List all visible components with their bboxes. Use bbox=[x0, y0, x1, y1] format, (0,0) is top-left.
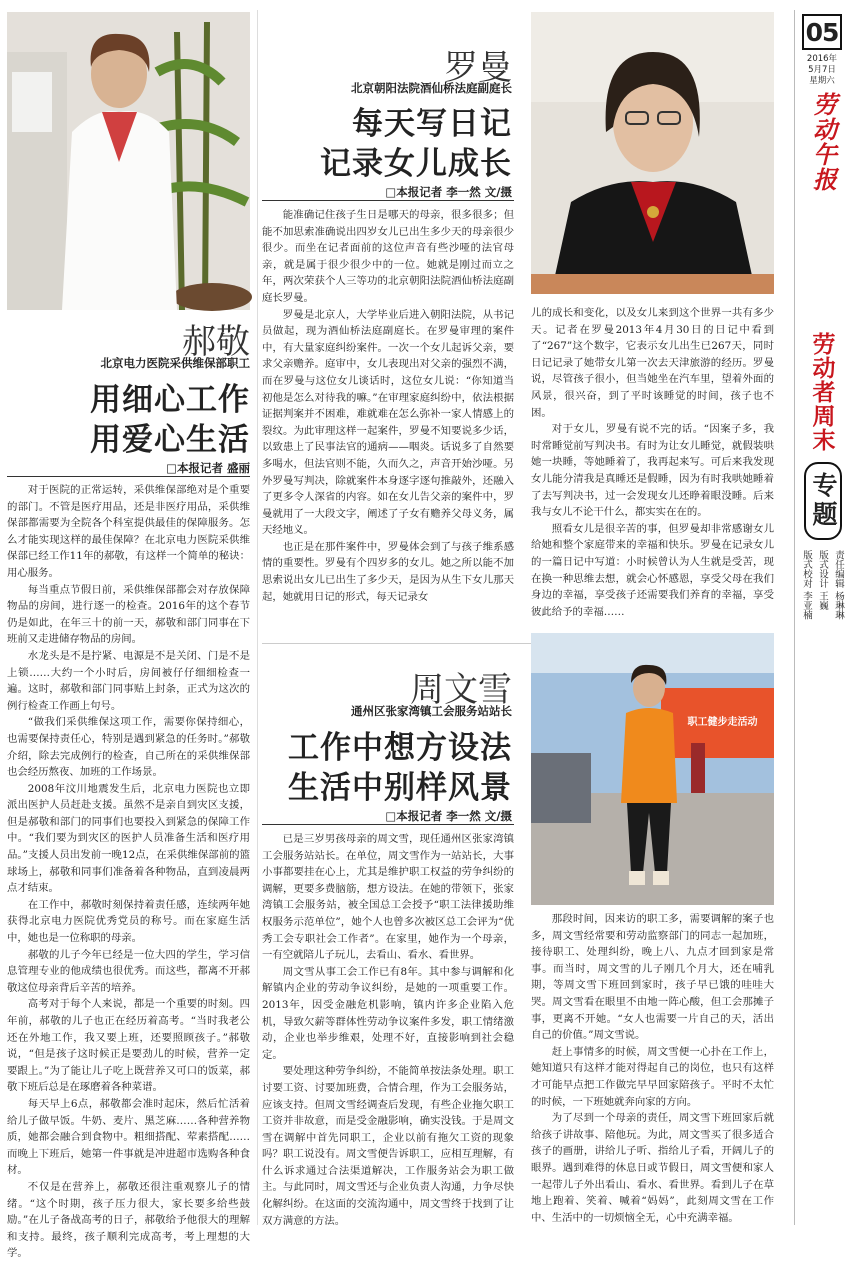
credit-editor: 责任编辑 杨琳琳 bbox=[833, 550, 844, 620]
page-number-box bbox=[802, 14, 842, 50]
luo-col2-para-3: 照看女儿是很辛苦的事，但罗曼却非常感谢女儿给她和整个家庭带来的幸福和快乐。罗曼在记录女儿的一篇日记中写道：小时候曾认为人生就是受苦，现在换一种思维去想，就会心怀感恩，享受父母在我们身边的幸福，享受孩子还需要我们养育的幸福，享受彼此给予的幸福…… bbox=[531, 522, 774, 618]
credit-design: 版式设计 王巍 bbox=[817, 550, 828, 611]
zhou-body-col2 bbox=[531, 911, 774, 1227]
zhou-headline-1: 工作中想方设法 bbox=[288, 730, 512, 766]
zhou-col2-para-2: 赶上事情多的时候，周文雪便一心扑在工作上，她知道只有这样才能对得起自己的岗位，也只有这样才可能早点把工作做完早早回家陪孩子。平时不太忙的时候，一下班她就奔向家的方向。 bbox=[531, 1045, 774, 1108]
hao-para-3: 水龙头是不是拧紧、电源是不是关闭、门是不是上锁……大约一个小时后，房间被仔仔细细检查一遍。这时，郝敬和部门同事贴上封条，正式为这次的例行检查工作画上句号。 bbox=[7, 649, 250, 712]
hao-para-9: 每天早上6点，郝敬都会准时起床，然后忙活着给儿子做早饭。牛奶、麦片、黑芝麻……各种营养物质，她都会融合到食物中。粗细搭配、荤素搭配……而晚上下班后，她第一件事就是冲进超市选购各种食材。 bbox=[7, 1097, 250, 1177]
zhou-col1-para-3: 要处理这种劳争纠纷，不能简单按法条处理。职工讨要工资、讨要加班费，合情合理，作为工会服务站，应该支持。但周文雪经调查后发现，有些企业拖欠职工工资并非故意，而是受金融影响，确实没钱。于是周文雪在调解中首先同职工，企业以前有拖欠工资的现象吗？职工说没有。周文雪便告诉职工，应相互理解，有什么诉求通过合法渠道解决，工作服务站会为职工做主。与此同时，周文雪还与企业负责人沟通，力争尽快化解纠纷。在这面的交流沟通中，周文雪终于找到了让双方满意的方法。 bbox=[262, 1065, 514, 1227]
zhou-col1-para-1: 已是三岁男孩母亲的周文雪，现任通州区张家湾镇工会服务站站长。在单位，周文雪作为一站站长，大事小事都要挂在心上，尤其是维护职工权益的劳争纠纷的调解，更要多费脑筋，想方设法。在她的带领下，张家湾镇工会服务站，被全国总工会授予“职工法律援助维权服务示范单位”，她个人也曾多次被区总工会评为“优秀工会专职社会工作者”。在家里，她作为一个母亲，一有空就陪儿子玩儿，去看山、看水、看世界。 bbox=[262, 833, 514, 962]
zhou-byline-rule bbox=[262, 824, 514, 825]
luo-headline-2: 记录女儿成长 bbox=[320, 146, 512, 182]
luo-headline bbox=[265, 104, 512, 184]
hao-para-4: “做我们采供维保这项工作，需要你保持细心，也需要保持责任心，特别是遇到紧急的任务时。”郝敬介绍，除去完成例行的检查，自己所在的采供维保部也会经历熬夜、加班的工作场景。 bbox=[7, 716, 250, 779]
credits bbox=[800, 550, 844, 690]
luo-col2-para-2: 对于女儿，罗曼有说不完的话。“因案子多，我时常睡觉前写判决书。有时为让女儿睡觉，就假装哄她一块睡，等她睡着了，我再起来写。可后来我发现女儿能分清我是真睡还是假睡，因为有时我哄她睡着了去写判决书，过一会发现女儿还睁着眼没睡。后来我与女儿不论干什么，都实实在在的。 bbox=[531, 423, 774, 519]
issue-day: 5月7日 bbox=[808, 65, 836, 75]
hao-para-7: 郝敬的儿子今年已经是一位大四的学生，学习信息管理专业的他成绩也很优秀。而这些，都离不开郝敬这位母亲背后辛苦的培养。 bbox=[7, 948, 250, 994]
luo-photo-image bbox=[531, 12, 774, 294]
zhou-col2-para-3: 为了尽到一个母亲的责任，周文雪下班回家后就给孩子讲故事、陪他玩。为此，周文雪买了很多适合孩子的画册，讲给儿子听、指给儿子看，开阔儿子的眼界。遇到难得的休息日或节假日，周文雪便和家人一起带儿子外出看山、看水、看世界。看到儿子在草地上跑着、笑着、喊着“妈妈”，此刻周文雪在工作中、生活中的一切烦恼全无，心中充满幸福。 bbox=[531, 1112, 774, 1224]
luo-col1-para-3: 也正是在那件案件中，罗曼体会到了与孩子维系感情的重要性。罗曼有个四岁多的女儿。她之所以能不加思索说出女儿已出生了多少天，是因为从生下女儿那天起，她就用日记的形式，每天记录女 bbox=[262, 540, 514, 603]
section-title bbox=[800, 332, 844, 457]
zhou-headline-2: 生活中别样风景 bbox=[288, 770, 512, 806]
hao-photo-image bbox=[7, 12, 250, 310]
hao-headline-2: 用爱心生活 bbox=[90, 422, 250, 458]
issue-year: 2016年 bbox=[806, 54, 838, 64]
credit-proof: 版式校对 李亚楠 bbox=[801, 550, 812, 620]
hao-photo bbox=[7, 12, 250, 310]
hao-role: 北京电力医院采供维保部职工 bbox=[100, 356, 250, 370]
page-number: 05 bbox=[805, 17, 839, 47]
issue-weekday: 星期六 bbox=[809, 76, 835, 86]
zhou-col1-para-2: 周文雪从事工会工作已有8年。其中参与调解和化解镇内企业的劳动争议纠纷，是她的一项重要工作。2013年，因受金融危机影响，镇内许多企业陷入危机，导致欠薪等群体性劳动争议案件多发，职工情绪激动，企业也举步维艰，处理不好，直接影响到社会稳定。 bbox=[262, 965, 514, 1061]
zhou-role: 通州区张家湾镇工会服务站站长 bbox=[351, 704, 512, 718]
zhou-body-col1 bbox=[262, 831, 514, 1227]
luo-photo bbox=[531, 12, 774, 294]
luo-col1-para-1: 能准确记住孩子生日是哪天的母亲，很多很多；但能不加思索准确说出四岁女儿已出生多少天的母亲很少很少。而坐在记者面前的这位声音有些沙哑的法官母亲，就是属于很少很少中的一位。她就是刚过而立之年，两次荣获个人三等功的北京朝阳法院酒仙桥法庭副庭长罗曼。 bbox=[262, 209, 514, 304]
hao-para-1: 对于医院的正常运转，采供维保部绝对是个重要的部门。不管是医疗用品，还是非医疗用品，采供维保部都需要为全院各个科室提供最佳的保障服务。怎么才能实现这样的最佳保障？在北京电力医院采供维保部已经工作11年的郝敬，有这样一个简单的秘诀：用心服务。 bbox=[7, 484, 250, 579]
zhou-headline bbox=[262, 728, 512, 808]
topic-box bbox=[804, 462, 842, 540]
hao-headline-1: 用细心工作 bbox=[90, 382, 250, 418]
luo-byline: □本报记者 李一然 文/摄 bbox=[385, 185, 512, 199]
zhou-photo-image bbox=[531, 633, 774, 905]
luo-body-col1 bbox=[262, 207, 514, 603]
luo-col1-para-2: 罗曼是北京人，大学毕业后进入朝阳法院，从书记员做起，现为酒仙桥法庭副庭长。在罗曼审理的案件中，有大量家庭纠纷案件。一次一个女儿起诉父亲，要求父亲赡养。庭审中，女儿表现出对父亲的强烈不满，而在罗曼与这位女儿谈话时，这位女儿说：“你知道当初他是怎么对待我的嘛。”在审理家庭纠纷中，依法根据证据判案并不困难，难就难在怎么弥补一家人情感上的裂纹。为此审理这样一起案件，罗曼不知要说多少话，以致患上了民事法官的通病——咽炎。话说多了自然要多喝水，但法官则不能，久而久之，声音开始沙哑。另外罗曼写判决，除就案件本身逐字逐句推敲外，还融入了更多令人深省的内容。如在女儿告父亲的案件中，罗曼就用了一大段文字，阐述了子女有赡养父母义务，属天经地义。 bbox=[262, 308, 514, 537]
sidebar-divider bbox=[794, 10, 795, 1225]
zhou-photo-banner: 职工健步走活动 bbox=[687, 717, 758, 728]
column-divider-left bbox=[257, 10, 258, 1225]
zhou-photo bbox=[531, 633, 774, 905]
zhou-name: 周文雪 bbox=[410, 670, 512, 710]
zhou-col2-para-1: 那段时间，因来访的职工多，需要调解的案子也多，周文雪经常要和劳动监察部门的同志一起加班，接待职工、处理纠纷，晚上八、九点才回到家是常事。而当时，周文雪的儿子刚几个月大，还在哺乳期，等周文雪下班回到家时，孩子早已饿的哇哇大哭。周文雪看在眼里不由地一阵心酸，但工会那摊子事，更离不开她。“女人也需要一片自己的天，活出自己的价值。”周文雪说。 bbox=[531, 913, 774, 1042]
masthead-text: 劳动午报 bbox=[808, 92, 838, 192]
hao-para-2: 每当重点节假日前，采供维保部都会对存放保障物品的房间，进行逐一的检查。2016年的这个春节仍是如此，在年三十的前一天，郝敬和部门同事在下班前又走进储存物品的房间。 bbox=[7, 583, 250, 646]
section-title-text: 劳动者周末 bbox=[808, 332, 835, 452]
hao-byline-rule bbox=[7, 476, 250, 477]
hao-body bbox=[7, 482, 250, 1260]
luo-body-col2 bbox=[531, 305, 774, 637]
hao-byline: □本报记者 盛丽 bbox=[166, 461, 250, 475]
luo-col2-para-1: 儿的成长和变化，以及女儿来到这个世界一共有多少天。记者在罗曼2013年4月30日的日记中看到了“267”这个数字，它表示女儿出生已267天，同时日记记录了她带女儿第一次去天津旅游的经历。罗曼说，尽管孩子很小，但当她坐在汽车里，望着外面的风景，很兴奋，到了平时该睡觉的时间，孩子也不困。 bbox=[531, 307, 774, 419]
hao-para-6: 在工作中，郝敬时刻保持着责任感，连续两年她获得北京电力医院优秀党员的称号。而在家庭生活中，她也是一位称职的母亲。 bbox=[7, 898, 250, 945]
luo-name: 罗曼 bbox=[444, 48, 512, 88]
zhou-byline: □本报记者 李一然 文/摄 bbox=[385, 809, 512, 823]
luo-role: 北京朝阳法院酒仙桥法庭副庭长 bbox=[351, 81, 512, 95]
luo-byline-rule bbox=[262, 200, 514, 201]
issue-date bbox=[800, 54, 844, 87]
hao-para-5: 2008年汶川地震发生后，北京电力医院也立即派出医护人员赶赴支援。虽然不是亲自到灾区支援，但是郝敬和部门的同事们也要投入到紧急的保障工作中。“我们要为到灾区的医护人员准备生活和医疗用品。”支援人员出发前一晚12点，在采供维保部前的篮球场上，郝敬和同事们准备着各种物品，直到凌晨两点才结束。 bbox=[7, 782, 250, 895]
hao-para-8: 高考对于每个人来说，都是一个重要的时刻。四年前，郝敬的儿子也正在经历着高考。“当时我老公还在外地工作，我又要上班，还要照顾孩子。”郝敬说，“但是孩子这时候正是要劲儿的时候，营养一定要跟上。”为了能让儿子吃上既营养又可口的饭菜，郝敬下班后总是在琢磨着各种菜谱。 bbox=[7, 998, 250, 1094]
hao-name: 郝敬 bbox=[182, 322, 250, 362]
masthead-logo bbox=[806, 92, 840, 192]
hao-para-10: 不仅是在营养上，郝敬还很注重观察儿子的情绪。“这个时期，孩子压力很大，家长要多给些鼓励。”在儿子备战高考的日子，郝敬给予他很大的理解和支持。最终，孩子顺利完成高考，考上理想的大学。 bbox=[7, 1180, 250, 1260]
hao-headline bbox=[20, 380, 250, 460]
luo-headline-1: 每天写日记 bbox=[352, 106, 512, 142]
topic-text: 专题 bbox=[809, 472, 838, 530]
